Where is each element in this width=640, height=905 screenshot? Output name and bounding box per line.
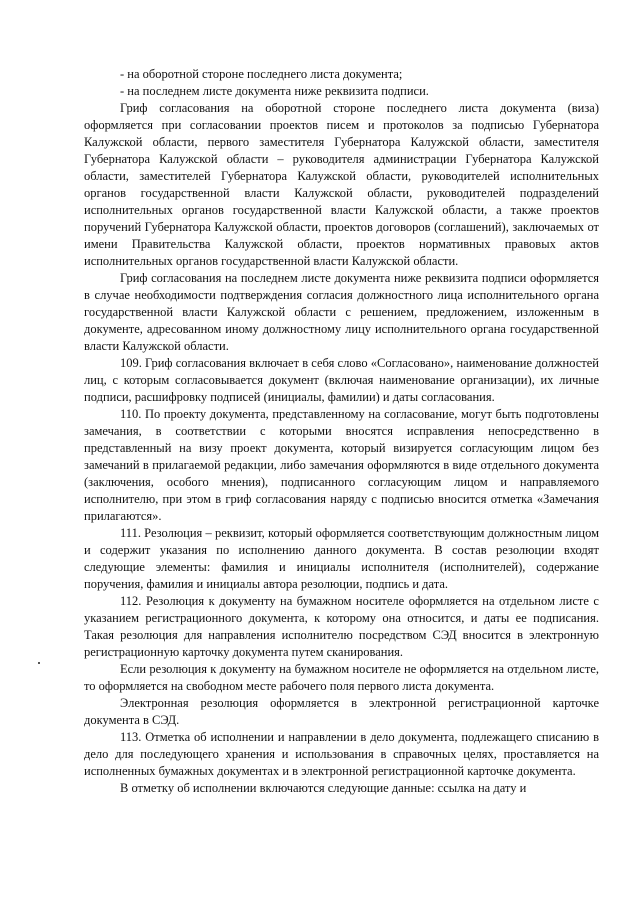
paragraph-approval-stamp-last-sheet: Гриф согласования на последнем листе документа ниже реквизита подписи оформляется в случае необходимости подтверждения согласия должностного лица исполнительного органа государственной власти Калужской области с решением, предложением, изложенным в документе, адресованном иному должностному лицу исполнительного органа государственной власти Калужской области. — [84, 271, 599, 353]
paragraph-110: 110. По проекту документа, представленному на согласование, могут быть подготовлены замечания, в соответствии с которыми вносятся исправления непосредственно в представленный на визу проект документа, который визируется согласующим лицом без замечаний в прилагаемой редакции, либо замечания оформляются в виде отдельного документа (заключения, особого мнения), подписанного согласующим лицом и направляемого исполнителю, при этом в гриф согласования наряду с подписью вносится отметка «Замечания прилагаются». — [84, 407, 599, 523]
paragraph-109: 109. Гриф согласования включает в себя слово «Согласовано», наименование должностей лиц, с которым согласовывается документ (включая наименование организации), их личные подписи, расшифровку подписей (инициалы, фамилии) и даты согласования. — [84, 356, 599, 404]
list-item-reverse-side: - на оборотной стороне последнего листа документа; — [120, 67, 403, 81]
paragraph-113: 113. Отметка об исполнении и направлении в дело документа, подлежащего списанию в дело для последующего хранения и использования в справочных целях, проставляется на исполненных бумажных документах и в электронной регистрационной карточке документа. — [84, 730, 599, 778]
scan-dot — [38, 662, 40, 664]
paragraph-112: 112. Резолюция к документу на бумажном носителе оформляется на отдельном листе с указанием регистрационного документа, к которому она относится, и даты ее подписания. Такая резолюция для направления исполнителю посредством СЭД вносится в электронную регистрационную карточку документа путем сканирования. — [84, 594, 599, 659]
paragraph-electronic-resolution: Электронная резолюция оформляется в электронной регистрационной карточке документа в СЭД. — [84, 696, 599, 727]
paragraph-execution-mark: В отметку об исполнении включаются следующие данные: ссылка на дату и — [120, 781, 527, 795]
paragraph-approval-stamp-reverse: Гриф согласования на оборотной стороне последнего листа документа (виза) оформляется при согласовании проектов писем и протоколов за подписью Губернатора Калужской области, первого заместителя Губернатора Калужской области, заместителя Губернатора Калужской области – руководителя администрации Губернатора Калужской области, заместителей Губернатора Калужской области, руководителей исполнительных органов государственной власти Калужской области, руководителей подразделений исполнительных органов государственной власти Калужской области, а также проектов поручений Губернатора Калужской области, проектов договоров (соглашений), заключаемых от имени Правительства Калужской области, проектов нормативных правовых актов исполнительных органов государственной власти Калужской области. — [84, 101, 599, 268]
document-page — [84, 66, 599, 797]
list-item-last-sheet: - на последнем листе документа ниже реквизита подписи. — [120, 84, 429, 98]
paragraph-resolution-free-space: Если резолюция к документу на бумажном носителе не оформляется на отдельном листе, то оформляется на свободном месте рабочего поля первого листа документа. — [84, 662, 599, 693]
paragraph-111: 111. Резолюция – реквизит, который оформляется соответствующим должностным лицом и содержит указания по исполнению данного документа. В состав резолюции входят следующие элементы: фамилия и инициалы исполнителя (исполнителей), содержание поручения, фамилия и инициалы автора резолюции, подпись и дата. — [84, 526, 599, 591]
